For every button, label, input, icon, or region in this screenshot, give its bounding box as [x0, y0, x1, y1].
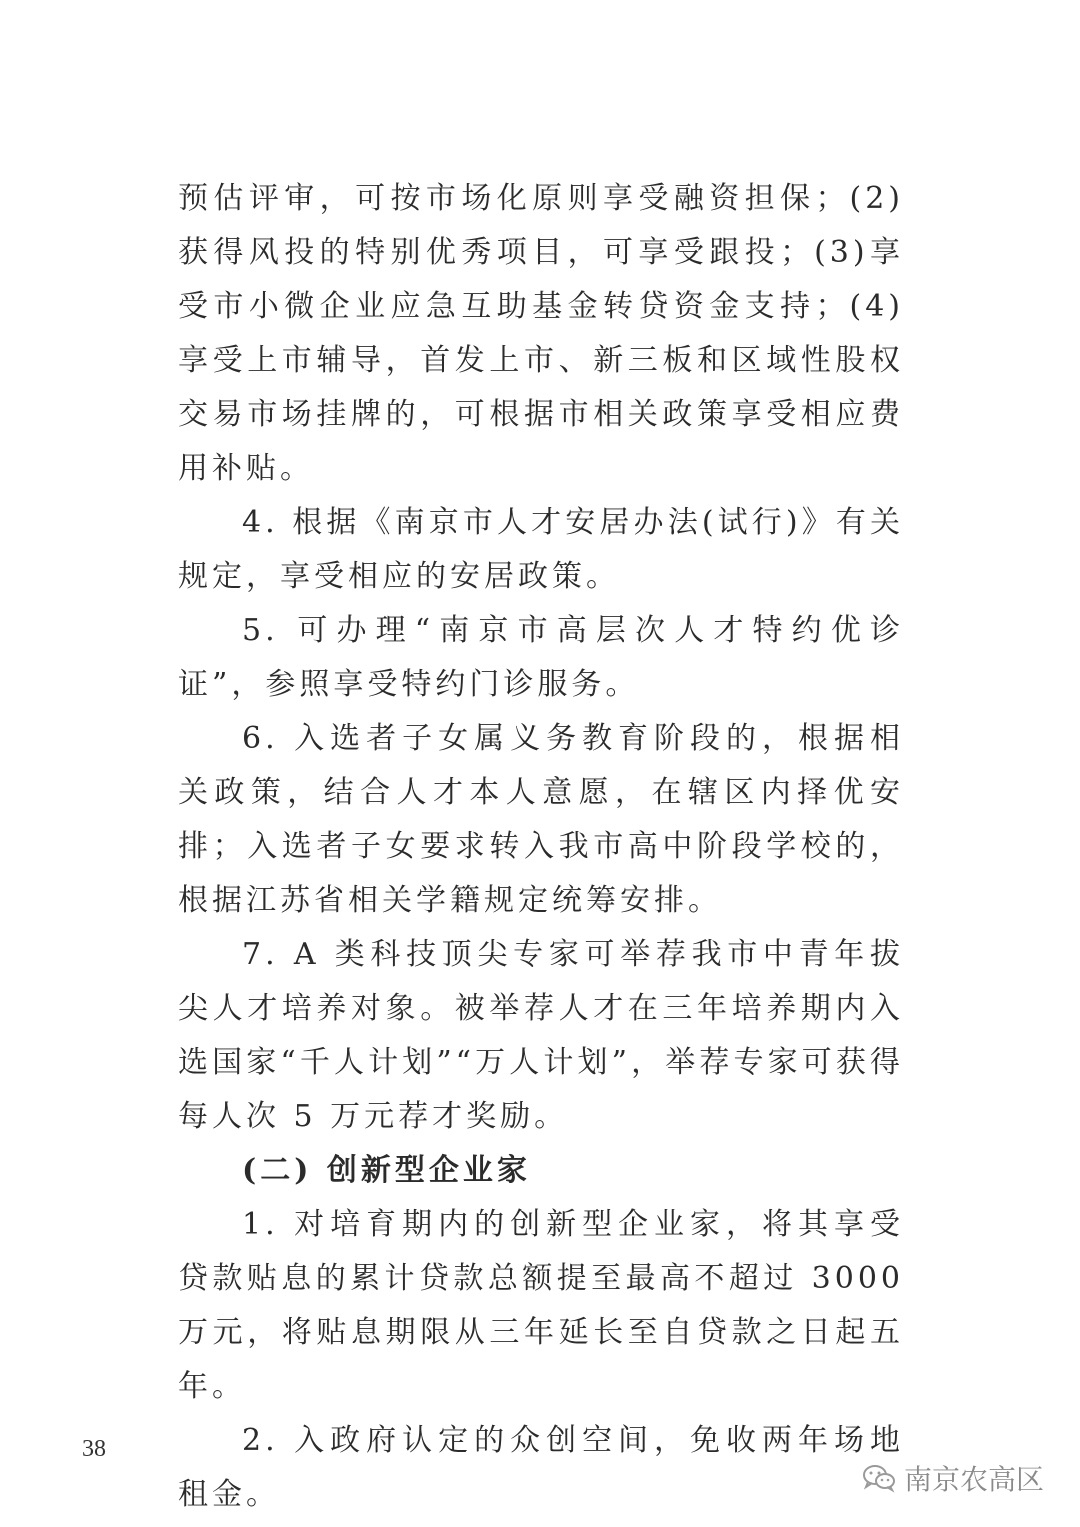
paragraph-continued: 预估评审，可按市场化原则享受融资担保；(2)获得风投的特别优秀项目，可享受跟投；(3)享受市小微企业应急互助基金转贷资金支持；(4)享受上市辅导，首发上市、新三板和区域性股权交易市场挂牌的，可根据市相关政策享受相应费用补贴。: [178, 181, 904, 486]
section-paragraph-1: 1. 对培育期内的创新型企业家，将其享受贷款贴息的累计贷款总额提至最高不超过 3000 万元，将贴息期限从三年延长至自贷款之日起五年。: [178, 1207, 904, 1404]
watermark-text: 南京农高区: [903, 1463, 1044, 1496]
wechat-icon: [862, 1463, 896, 1493]
paragraph-item-5: 5. 可办理“南京市高层次人才特约优诊证”，参照享受特约门诊服务。: [178, 613, 904, 702]
paragraph-item-6: 6. 入选者子女属义务教育阶段的，根据相关政策，结合人才本人意愿，在辖区内择优安排；入选者子女要求转入我市高中阶段学校的，根据江苏省相关学籍规定统筹安排。: [178, 721, 904, 918]
paragraph-item-7: 7. A 类科技顶尖专家可举荐我市中青年拔尖人才培养对象。被举荐人才在三年培养期内入选国家“千人计划”“万人计划”，举荐专家可获得每人次 5 万元荐才奖励。: [178, 937, 904, 1134]
section-heading: (二) 创新型企业家: [242, 1153, 531, 1188]
section-paragraph-2: 2. 入政府认定的众创空间，免收两年场地租金。: [178, 1423, 904, 1512]
page-number: 38: [82, 1436, 106, 1462]
paragraph-item-4: 4. 根据《南京市人才安居办法(试行)》有关规定，享受相应的安居政策。: [178, 505, 904, 594]
page-body: [178, 172, 904, 1522]
watermark: [862, 1456, 1044, 1500]
